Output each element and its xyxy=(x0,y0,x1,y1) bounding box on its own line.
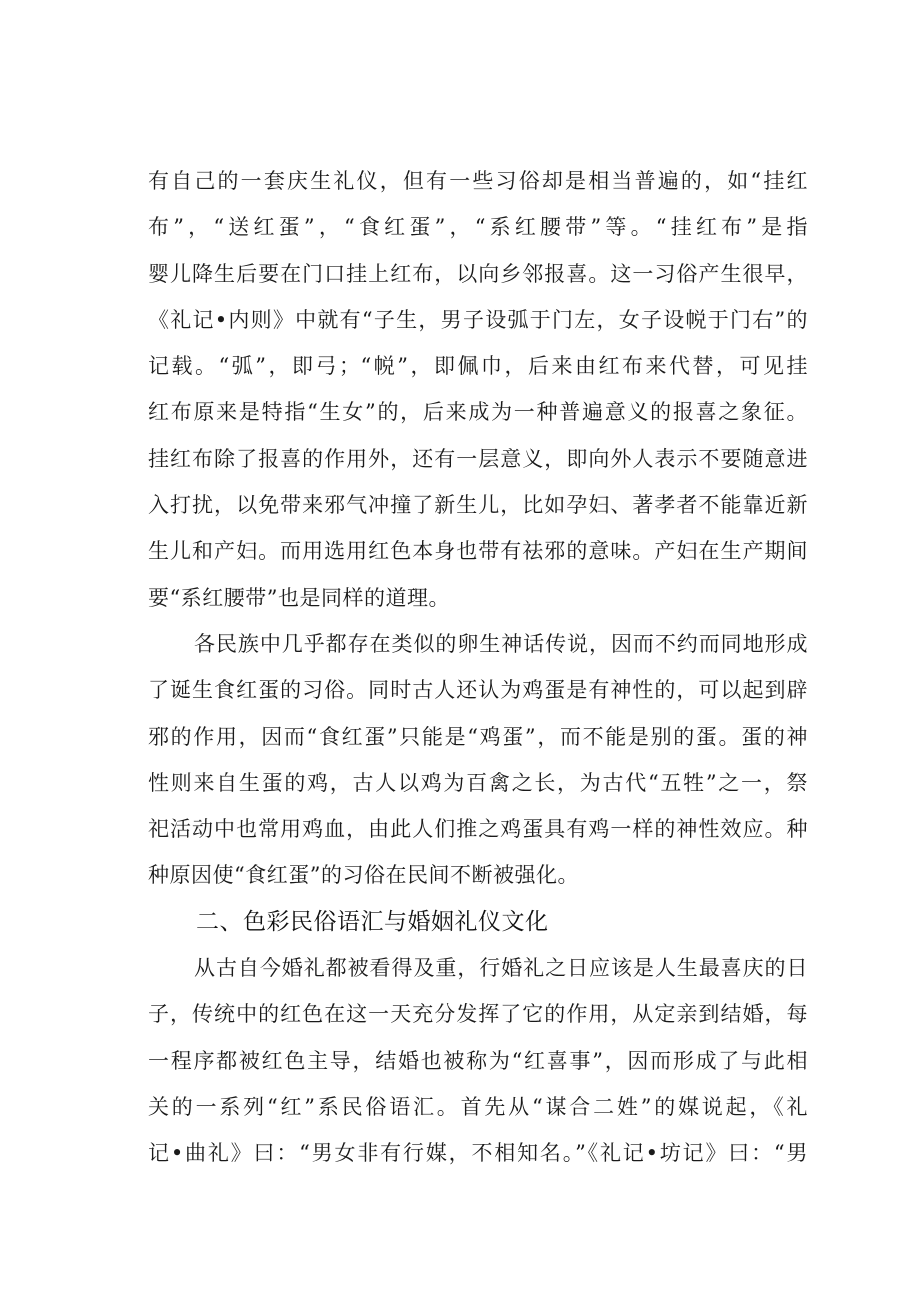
text-line: 红布原来是特指“生女”的，后来成为一种普遍意义的报喜之象征。 xyxy=(148,400,808,425)
text-line: 祀活动中也常用鸡血，由此人们推之鸡蛋具有鸡一样的神性效应。种 xyxy=(148,817,808,842)
text-line: 子，传统中的红色在这一天充分发挥了它的作用，从定亲到结婚，每 xyxy=(148,1002,808,1027)
text-line: 《礼记•内则》中就有“子生，男子设弧于门左，女子设帨于门右”的 xyxy=(148,307,808,332)
text-line: 布”，“送红蛋”，“食红蛋”，“系红腰带”等。“挂红布”是指 xyxy=(148,215,808,240)
text-line: 关的一系列“红”系民俗语汇。首先从“谋合二姓”的媒说起，《礼 xyxy=(148,1094,808,1119)
text-line: 邪的作用，因而“食红蛋”只能是“鸡蛋”，而不能是别的蛋。蛋的神 xyxy=(148,724,808,749)
text-line: 记载。“弧”，即弓；“帨”，即佩巾，后来由红布来代替，可见挂 xyxy=(148,354,808,379)
text-line: 种原因使“食红蛋”的习俗在民间不断被强化。 xyxy=(148,863,579,888)
text-line: 入打扰，以免带来邪气冲撞了新生儿，比如孕妇、著孝者不能靠近新 xyxy=(148,493,808,518)
text-line: 从古自今婚礼都被看得及重，行婚礼之日应该是人生最喜庆的日 xyxy=(194,956,808,981)
text-line: 了诞生食红蛋的习俗。同时古人还认为鸡蛋是有神性的，可以起到辟 xyxy=(148,678,808,703)
text-line: 有自己的一套庆生礼仪，但有一些习俗却是相当普遍的，如“挂红 xyxy=(148,169,808,193)
section-heading: 二、色彩民俗语汇与婚姻礼仪文化 xyxy=(196,908,549,935)
text-line: 性则来自生蛋的鸡，古人以鸡为百禽之长，为古代“五牲”之一，祭 xyxy=(148,770,808,795)
document-body xyxy=(148,158,808,1177)
text-line: 婴儿降生后要在门口挂上红布，以向乡邻报喜。这一习俗产生很早， xyxy=(148,261,808,286)
text-line: 记•曲礼》曰：“男女非有行媒，不相知名。”《礼记•坊记》曰：“男 xyxy=(148,1141,808,1166)
paragraph-red-eggs xyxy=(148,621,808,899)
text-line: 生儿和产妇。而用选用红色本身也带有祛邪的意味。产妇在生产期间 xyxy=(148,539,808,564)
text-line: 挂红布除了报喜的作用外，还有一层意义，即向外人表示不要随意进 xyxy=(148,446,808,471)
text-line: 各民族中几乎都存在类似的卵生神话传说，因而不约而同地形成 xyxy=(194,631,808,656)
paragraph-birth-customs xyxy=(148,158,808,621)
text-line: 要“系红腰带”也是同样的道理。 xyxy=(148,585,450,610)
text-line: 一程序都被红色主导，结婚也被称为“红喜事”，因而形成了与此相 xyxy=(148,1048,808,1073)
paragraph-wedding-customs xyxy=(148,945,808,1176)
